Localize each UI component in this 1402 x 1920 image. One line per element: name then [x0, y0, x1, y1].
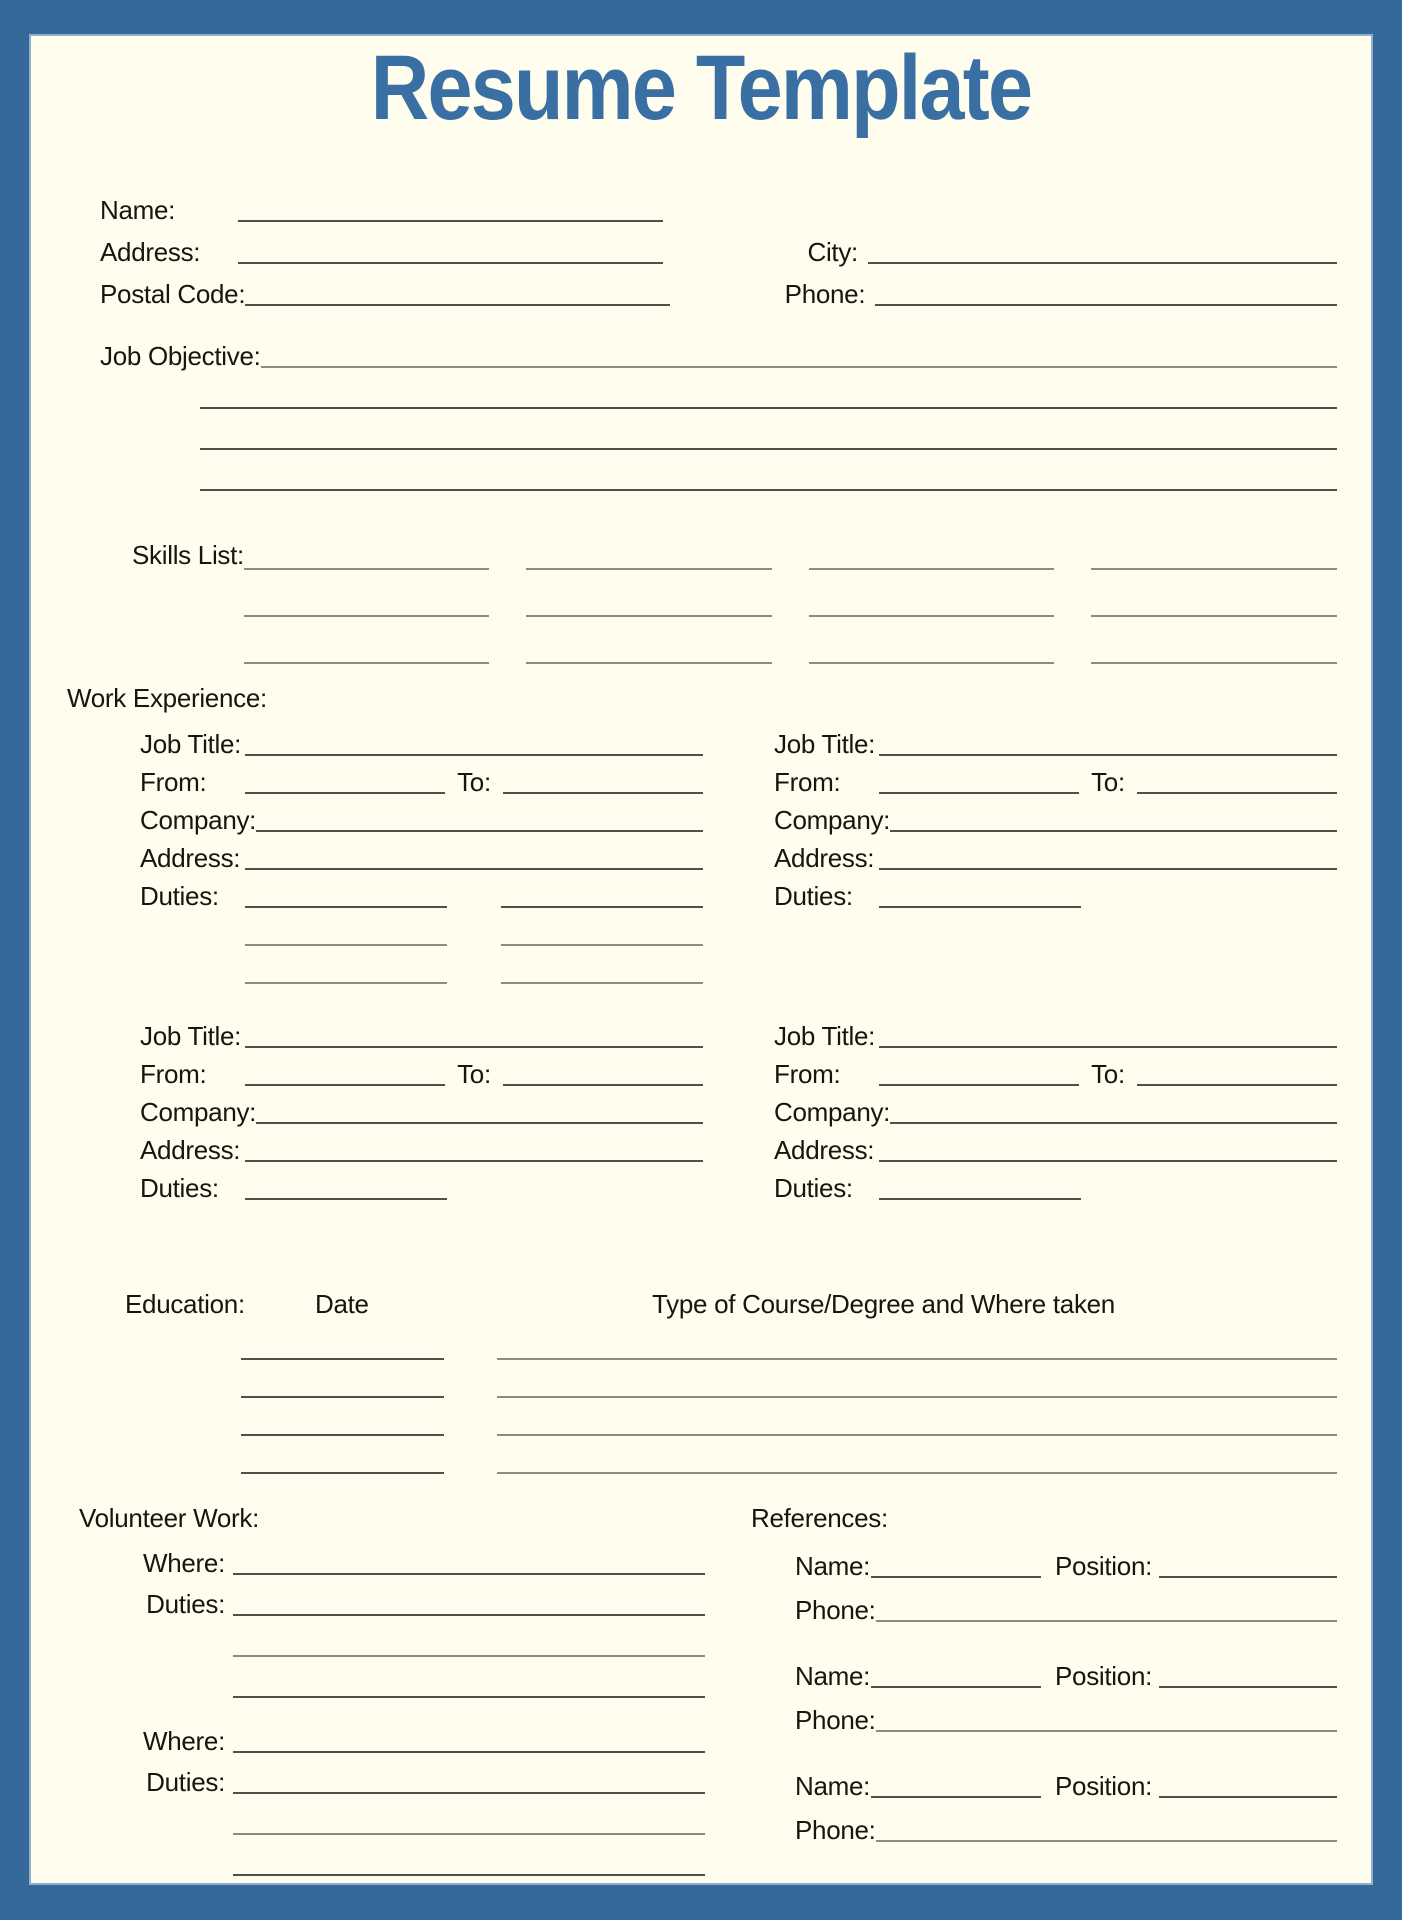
job-title-line: [245, 754, 703, 756]
skills-line: [244, 662, 490, 664]
job-title-row: [749, 722, 1337, 760]
ref-position-line: [1159, 1576, 1337, 1578]
volunteer-work-header: Volunteer Work:: [79, 1502, 260, 1533]
to-line: [1137, 792, 1337, 794]
duties-row: [115, 1166, 703, 1280]
education-date-line: [241, 1396, 444, 1398]
job-objective-line: [200, 448, 1337, 450]
company-row: [115, 798, 703, 836]
from-line: [879, 1084, 1079, 1086]
skills-line: [526, 615, 772, 617]
ref-position-label: Position:: [1055, 1550, 1153, 1581]
address-label: Address:: [100, 236, 201, 267]
where-row: [65, 1716, 705, 1757]
to-label: To:: [457, 1058, 491, 1089]
duties-lines-grid: [245, 1166, 703, 1280]
duties-line: [245, 982, 447, 984]
duties-lines-grid: [879, 1166, 1337, 1280]
skills-grid: [244, 527, 1337, 668]
job-address-line: [245, 1160, 703, 1162]
skills-section: [65, 527, 1337, 668]
job-address-row: [749, 836, 1337, 874]
job-title-line: [879, 1046, 1337, 1048]
volunteer-entry: [65, 1538, 705, 1702]
page-title: Resume Template: [370, 37, 1032, 139]
duties-label: Duties:: [140, 880, 219, 911]
education-section: [65, 1290, 1337, 1478]
duties-line: [501, 906, 703, 908]
skills-line: [809, 568, 1055, 570]
ref-name-label: Name:: [795, 1660, 871, 1691]
duties-row: [749, 1166, 1337, 1280]
ref-name-label: Name:: [795, 1770, 871, 1801]
job-objective-line: [200, 489, 1337, 491]
ref-phone-label: Phone:: [795, 1704, 876, 1735]
ref-phone-line: [876, 1730, 1337, 1732]
skills-line: [1091, 568, 1337, 570]
job-objective-extra-row: [65, 413, 1337, 454]
to-label: To:: [1091, 1058, 1125, 1089]
ref-phone-label: Phone:: [795, 1814, 876, 1845]
duties-line: [501, 982, 703, 984]
volunteer-entry: [65, 1716, 705, 1880]
where-label: Where:: [142, 1725, 225, 1756]
volunteer-duties-label: Duties:: [146, 1588, 225, 1619]
job-address-line: [245, 868, 703, 870]
job-title-line: [879, 754, 1337, 756]
skills-line: [244, 615, 490, 617]
ref-phone-row: [795, 1692, 1337, 1736]
from-line: [245, 1084, 445, 1086]
volunteer-duties-label: Duties:: [146, 1766, 225, 1797]
duties-line: [245, 1198, 447, 1200]
ref-name-line: [871, 1576, 1041, 1578]
where-row: [65, 1538, 705, 1579]
job-objective-extra-row: [65, 372, 1337, 413]
phone-label: Phone:: [784, 278, 866, 309]
company-line: [890, 830, 1337, 832]
volunteer-extra-line: [233, 1696, 705, 1698]
to-line: [503, 792, 703, 794]
education-date-line: [241, 1358, 444, 1360]
from-line: [245, 792, 445, 794]
work-experience-section: [65, 684, 1337, 1280]
job-title-row: [749, 1014, 1337, 1052]
volunteer-extra-row: [65, 1839, 705, 1880]
from-to-row: [115, 1052, 703, 1090]
ref-phone-row: [795, 1582, 1337, 1626]
job-objective-line: [200, 407, 1337, 409]
education-course-line: [497, 1472, 1337, 1474]
ref-position-label: Position:: [1055, 1770, 1153, 1801]
job-entry: [115, 722, 703, 988]
company-row: [749, 798, 1337, 836]
address-line: [238, 262, 663, 264]
skills-line: [244, 568, 490, 570]
job-title-row: [115, 722, 703, 760]
job-title-label: Job Title:: [774, 728, 876, 759]
job-entry: [115, 1014, 703, 1280]
ref-position-line: [1159, 1686, 1337, 1688]
skills-line: [1091, 662, 1337, 664]
ref-name-line: [871, 1686, 1041, 1688]
company-line: [890, 1122, 1337, 1124]
volunteer-duties-line: [233, 1792, 705, 1794]
name-label: Name:: [100, 194, 176, 225]
duties-row: [749, 874, 1337, 988]
duties-line: [245, 944, 447, 946]
to-line: [503, 1084, 703, 1086]
job-objective-label: Job Objective:: [100, 340, 261, 371]
from-label: From:: [140, 766, 207, 797]
postal-code-label: Postal Code:: [100, 278, 246, 309]
job-title-label: Job Title:: [140, 1020, 242, 1051]
volunteer-work-section: [65, 1504, 705, 1880]
company-row: [749, 1090, 1337, 1128]
company-label: Company:: [774, 804, 891, 835]
duties-label: Duties:: [140, 1172, 219, 1203]
company-line: [256, 1122, 703, 1124]
job-address-row: [115, 836, 703, 874]
education-row: [65, 1326, 1337, 1364]
job-address-line: [879, 868, 1337, 870]
education-course-line: [497, 1358, 1337, 1360]
job-title-line: [245, 1046, 703, 1048]
phone-group: [670, 280, 1337, 310]
company-label: Company:: [140, 1096, 257, 1127]
company-label: Company:: [774, 1096, 891, 1127]
contact-section: [65, 184, 1337, 310]
education-date-line: [241, 1434, 444, 1436]
skills-line: [526, 568, 772, 570]
from-to-row: [749, 760, 1337, 798]
postal-code-line: [245, 304, 670, 306]
city-group: [663, 238, 1337, 268]
volunteer-extra-row: [65, 1661, 705, 1702]
job-address-label: Address:: [774, 842, 875, 873]
duties-label: Duties:: [774, 1172, 853, 1203]
education-label: Education:: [125, 1288, 245, 1319]
date-column-header: Date: [315, 1288, 369, 1319]
job-address-row: [115, 1128, 703, 1166]
ref-phone-label: Phone:: [795, 1594, 876, 1625]
job-entry: [749, 722, 1337, 988]
bottom-section: [65, 1504, 1337, 1880]
phone-line: [875, 304, 1337, 306]
company-row: [115, 1090, 703, 1128]
job-objective-line: [261, 366, 1337, 368]
duties-line: [501, 944, 703, 946]
education-course-line: [497, 1396, 1337, 1398]
job-entries-grid: [115, 722, 1337, 1280]
volunteer-extra-line: [233, 1874, 705, 1876]
from-label: From:: [774, 1058, 841, 1089]
job-objective-row: [65, 326, 1337, 372]
education-row: [65, 1440, 1337, 1478]
postal-phone-row: [65, 268, 1337, 310]
ref-name-position-row: [795, 1538, 1337, 1582]
from-line: [879, 792, 1079, 794]
ref-name-label: Name:: [795, 1550, 871, 1581]
job-address-line: [879, 1160, 1337, 1162]
to-line: [1137, 1084, 1337, 1086]
volunteer-extra-row: [65, 1620, 705, 1661]
job-address-label: Address:: [774, 1134, 875, 1165]
where-line: [233, 1573, 705, 1575]
education-row: [65, 1364, 1337, 1402]
duties-row: [115, 874, 703, 988]
to-label: To:: [457, 766, 491, 797]
duties-line: [245, 906, 447, 908]
job-title-row: [115, 1014, 703, 1052]
reference-entry: [745, 1648, 1337, 1736]
ref-phone-line: [876, 1620, 1337, 1622]
address-city-row: [65, 226, 1337, 268]
skills-line: [526, 662, 772, 664]
volunteer-duties-line: [233, 1614, 705, 1616]
ref-phone-row: [795, 1802, 1337, 1846]
name-row: [65, 184, 1337, 226]
job-title-label: Job Title:: [774, 1020, 876, 1051]
ref-phone-line: [876, 1840, 1337, 1842]
job-objective-extra-row: [65, 454, 1337, 495]
company-line: [256, 830, 703, 832]
job-address-label: Address:: [140, 842, 241, 873]
from-to-row: [749, 1052, 1337, 1090]
job-address-label: Address:: [140, 1134, 241, 1165]
work-experience-header: Work Experience:: [67, 682, 267, 713]
where-label: Where:: [142, 1547, 225, 1578]
references-section: [745, 1504, 1337, 1880]
duties-label: Duties:: [774, 880, 853, 911]
job-address-row: [749, 1128, 1337, 1166]
education-row: [65, 1402, 1337, 1440]
from-to-row: [115, 760, 703, 798]
duties-line: [879, 906, 1081, 908]
volunteer-duties-row: [65, 1579, 705, 1620]
ref-name-position-row: [795, 1648, 1337, 1692]
skills-list-label: Skills List:: [132, 539, 244, 570]
education-header-row: [125, 1290, 1337, 1326]
skills-line: [809, 615, 1055, 617]
volunteer-extra-line: [233, 1655, 705, 1657]
city-line: [868, 262, 1337, 264]
from-label: From:: [140, 1058, 207, 1089]
reference-entry: [745, 1538, 1337, 1626]
volunteer-extra-line: [233, 1833, 705, 1835]
volunteer-duties-row: [65, 1757, 705, 1798]
company-label: Company:: [140, 804, 257, 835]
ref-position-label: Position:: [1055, 1660, 1153, 1691]
where-line: [233, 1751, 705, 1753]
reference-entry: [745, 1758, 1337, 1846]
job-entry: [749, 1014, 1337, 1280]
from-label: From:: [774, 766, 841, 797]
references-header: References:: [751, 1502, 888, 1533]
education-course-line: [497, 1434, 1337, 1436]
education-date-line: [241, 1472, 444, 1474]
name-line: [238, 220, 663, 222]
job-title-label: Job Title:: [140, 728, 242, 759]
volunteer-extra-row: [65, 1798, 705, 1839]
duties-line: [879, 1198, 1081, 1200]
skills-line: [1091, 615, 1337, 617]
course-column-header: Type of Course/Degree and Where taken: [652, 1288, 1115, 1319]
to-label: To:: [1091, 766, 1125, 797]
skills-line: [809, 662, 1055, 664]
job-objective-section: [65, 326, 1337, 495]
ref-position-line: [1159, 1796, 1337, 1798]
ref-name-line: [871, 1796, 1041, 1798]
city-label: City:: [807, 236, 858, 267]
resume-sheet: [31, 36, 1371, 1883]
duties-lines-grid: [879, 874, 1337, 988]
ref-name-position-row: [795, 1758, 1337, 1802]
duties-lines-grid: [245, 874, 703, 988]
